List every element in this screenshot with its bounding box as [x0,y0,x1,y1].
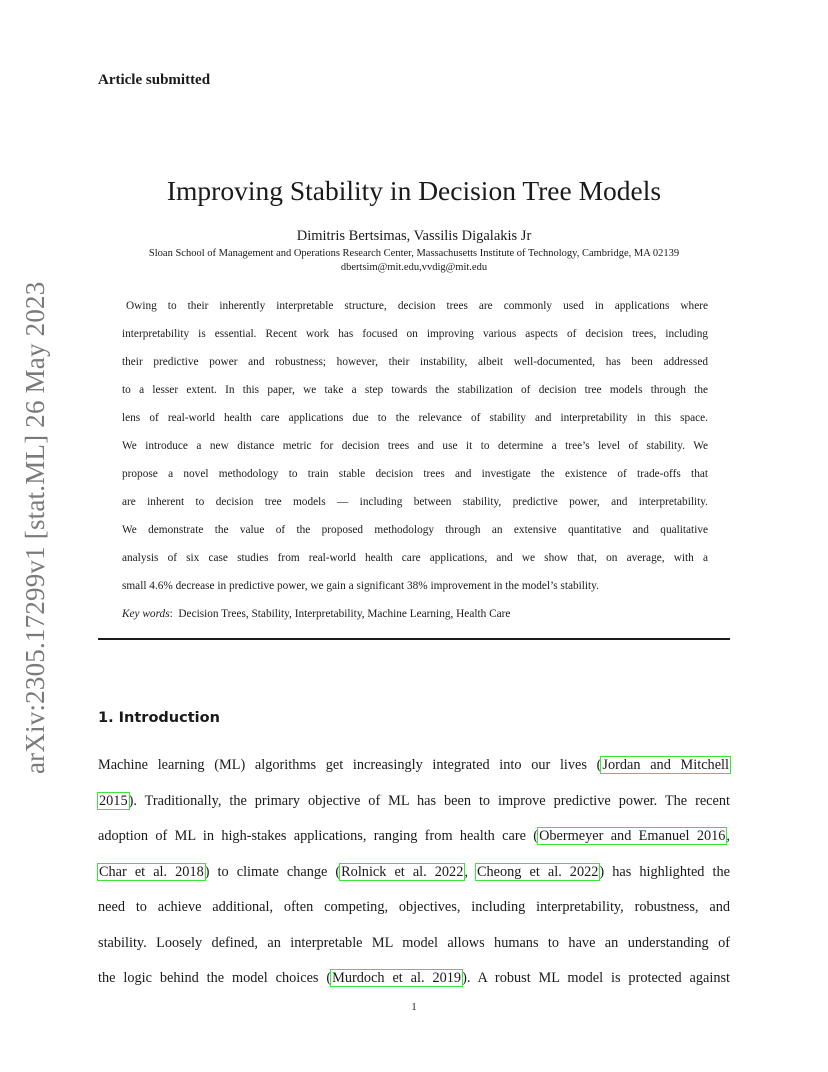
author-emails[interactable]: dbertsim@mit.edu,vvdig@mit.edu [340,262,488,273]
abstract-line: to a lesser extent. In this paper, we take a step towards the stabilization of decision tree models through the [122,384,708,396]
text-run: the logic behind the model choices ( [98,970,332,986]
citation-jordan-mitchell[interactable]: Jordan and Mitchell [602,757,729,773]
paper-title: Improving Stability in Decision Tree Models [166,175,662,206]
abstract-line: small 4.6% decrease in predictive power, we gain a significant 38% improvement in the model’s stability. [122,580,599,592]
keywords-list: Decision Trees, Stability, Interpretability, Machine Learning, Health Care [178,608,511,620]
text-run: ) has highlighted the [599,863,730,880]
introduction-paragraph [98,748,730,997]
affiliation: Sloan School of Management and Operations Research Center, Massachusetts Institute of Technology, Cambridge, MA 02139 [148,248,680,259]
text-run: Machine learning (ML) algorithms get increasingly integrated into our lives ( [98,757,602,773]
citation-obermeyer-emanuel[interactable]: Obermeyer and Emanuel 2016 [539,828,726,844]
paragraph-line [98,819,730,855]
page-number: 1 [411,1002,417,1013]
abstract-line: are inherent to decision tree models — including between stability, predictive power, and interpretability. [122,496,708,508]
citation-char[interactable]: Char et al. 2018 [99,863,204,880]
abstract-line: interpretability is essential. Recent work has focused on improving various aspects of decision trees, including [122,328,708,340]
abstract-line: propose a novel methodology to train stable decision trees and investigate the existence of trade-offs that [122,468,708,480]
paragraph-line: need to achieve additional, often competing, objectives, including interpretability, robustness, and [98,899,730,915]
running-header: Article submitted [98,72,211,88]
paragraph-line [98,748,730,784]
text-run: , [464,863,476,880]
citation-jordan-mitchell-year[interactable]: 2015 [99,792,128,809]
paragraph-line [98,855,730,891]
abstract-line: We introduce a new distance metric for decision trees and use it to determine a tree’s level of stability. We [122,440,708,452]
horizontal-divider [98,638,730,640]
arxiv-identifier-stamp: arXiv:2305.17299v1 [stat.ML] 26 May 2023 [20,281,50,774]
citation-cheong[interactable]: Cheong et al. 2022 [476,863,599,880]
abstract-line: We demonstrate the value of the proposed methodology through an extensive quantitative and qualitative [122,524,708,536]
section-heading-introduction: 1. Introduction [98,710,220,726]
abstract-line: their predictive power and robustness; however, their instability, albeit well-documented, has been addressed [122,356,708,368]
text-run: ) to climate change ( [204,863,341,880]
keywords-label: Key words [122,608,170,620]
text-run: adoption of ML in high-stakes applications, ranging from health care ( [98,828,539,844]
text-run: ). Traditionally, the primary objective of ML has been to improve predictive power. The recent [128,792,730,809]
paragraph-line: stability. Loosely defined, an interpretable ML model allows humans to have an understanding of [98,934,730,951]
citation-murdoch[interactable]: Murdoch et al. 2019 [332,970,462,986]
paragraph-line [98,961,730,997]
text-run: , [726,828,730,844]
text-run: ). A robust ML model is protected against [462,970,730,986]
paragraph-line [98,784,730,820]
citation-rolnick[interactable]: Rolnick et al. 2022 [341,863,464,880]
abstract [122,292,708,600]
author-list: Dimitris Bertsimas, Vassilis Digalakis Jr [296,228,532,244]
keywords-separator: : [169,608,173,620]
affiliation-block [0,247,828,275]
abstract-line: lens of real-world health care applications due to the relevance of stability and interpretability in this space. [122,412,708,424]
abstract-line: Owing to their inherently interpretable structure, decision trees are commonly used in applications where [126,300,708,312]
abstract-line: analysis of six case studies from real-world health care applications, and we show that, on average, with a [122,552,708,564]
keywords [122,608,510,620]
